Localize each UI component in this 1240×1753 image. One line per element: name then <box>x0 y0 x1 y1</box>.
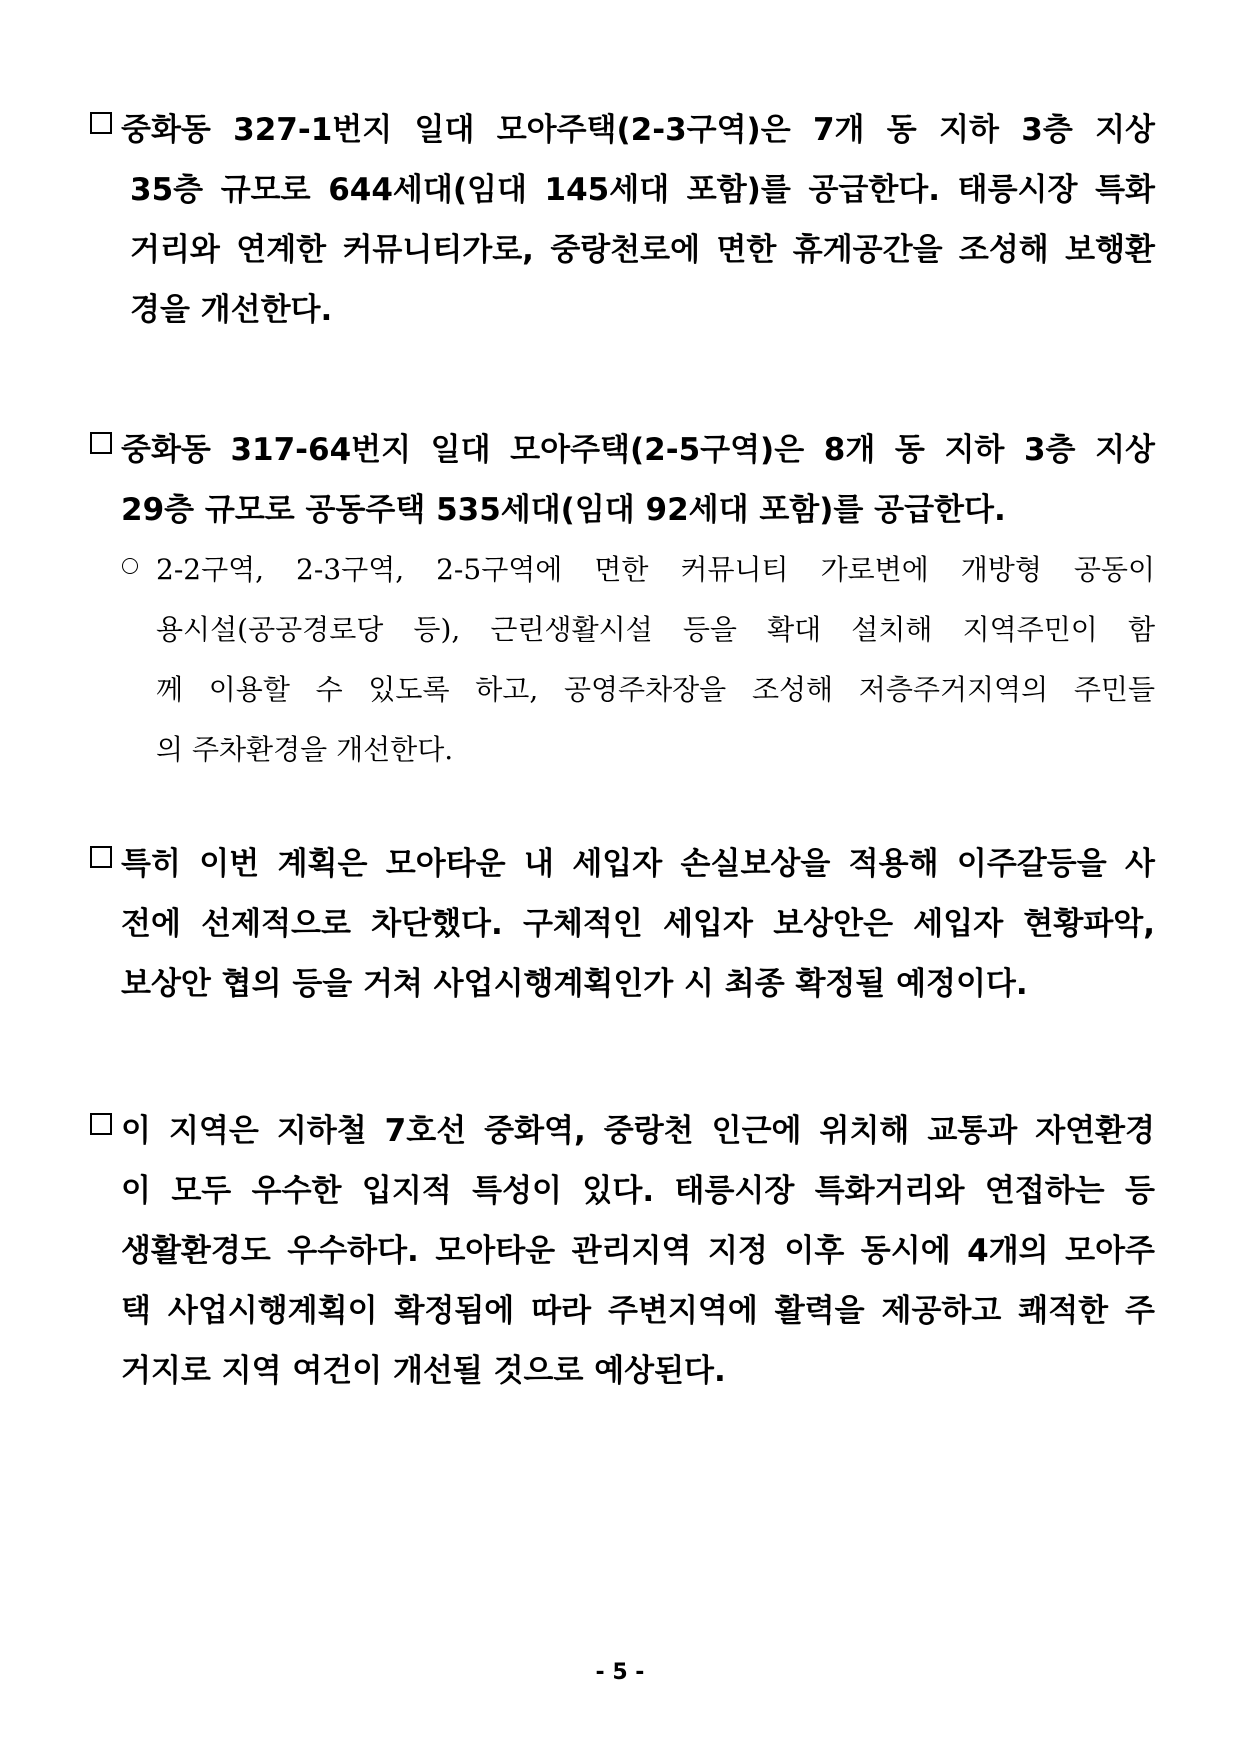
circle-bullet-icon <box>122 558 138 574</box>
paragraph-line: 중화동 327-1번지 일대 모아주택(2-3구역)은 7개 동 지하 3층 지상 <box>121 112 1155 148</box>
paragraph-line: 생활환경도 우수하다. 모아타운 관리지역 지정 이후 동시에 4개의 모아주 <box>121 1233 1155 1269</box>
paragraph-line: 2-2구역, 2-3구역, 2-5구역에 면한 커뮤니티 가로변에 개방형 공동이 <box>156 553 1155 586</box>
paragraph-line: 전에 선제적으로 차단했다. 구체적인 세입자 보상안은 세입자 현황파악, <box>121 906 1155 942</box>
page-number: - 5 - <box>595 1660 645 1685</box>
paragraph-line: 경을 개선한다. <box>130 292 333 328</box>
square-bullet-icon <box>90 112 112 134</box>
paragraph-line: 의 주차환경을 개선한다. <box>156 733 454 766</box>
paragraph-line: 거리와 연계한 커뮤니티가로, 중랑천로에 면한 휴게공간을 조성해 보행환 <box>130 232 1155 268</box>
paragraph-line: 35층 규모로 644세대(임대 145세대 포함)를 공급한다. 태릉시장 특화 <box>130 172 1155 208</box>
paragraph-line: 이 모두 우수한 입지적 특성이 있다. 태릉시장 특화거리와 연접하는 등 <box>121 1173 1155 1209</box>
paragraph-line: 보상안 협의 등을 거쳐 사업시행계획인가 시 최종 확정될 예정이다. <box>121 966 1028 1002</box>
square-bullet-icon <box>90 432 112 454</box>
square-bullet-icon <box>90 846 112 868</box>
paragraph-line: 께 이용할 수 있도록 하고, 공영주차장을 조성해 저층주거지역의 주민들 <box>156 673 1155 706</box>
paragraph-line: 용시설(공공경로당 등), 근린생활시설 등을 확대 설치해 지역주민이 함 <box>156 613 1155 646</box>
paragraph-line: 특히 이번 계획은 모아타운 내 세입자 손실보상을 적용해 이주갈등을 사 <box>121 846 1155 882</box>
paragraph-line: 이 지역은 지하철 7호선 중화역, 중랑천 인근에 위치해 교통과 자연환경 <box>121 1113 1155 1149</box>
paragraph-line: 택 사업시행계획이 확정됨에 따라 주변지역에 활력을 제공하고 쾌적한 주 <box>121 1293 1155 1329</box>
paragraph-line: 29층 규모로 공동주택 535세대(임대 92세대 포함)를 공급한다. <box>121 492 1006 528</box>
paragraph-line: 거지로 지역 여건이 개선될 것으로 예상된다. <box>121 1353 726 1389</box>
paragraph-line: 중화동 317-64번지 일대 모아주택(2-5구역)은 8개 동 지하 3층 지상 <box>121 432 1155 468</box>
square-bullet-icon <box>90 1113 112 1135</box>
